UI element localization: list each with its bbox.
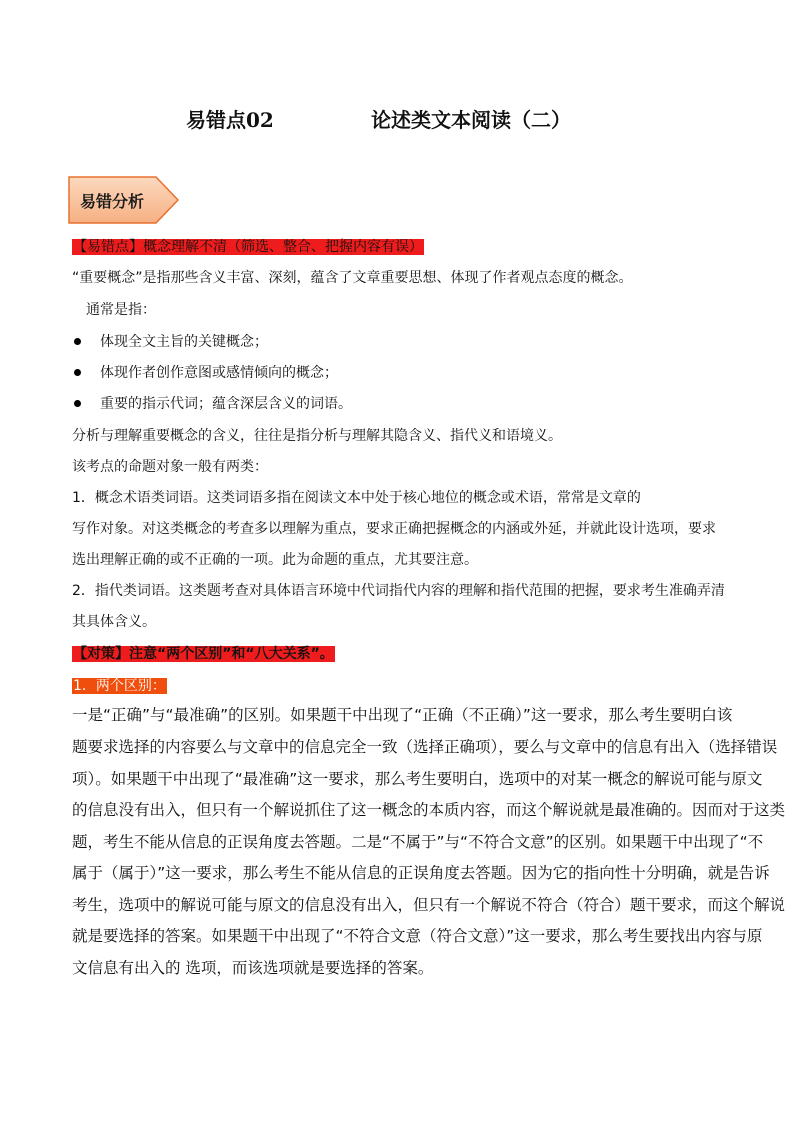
error-point-line <box>72 237 424 257</box>
body-line: 属于（属于）”这一要求，那么考生不能从信息的正误角度去答题。因为它的指向性十分明确，就是告诉 <box>72 864 770 882</box>
title-part2: 论述类文本阅读（二） <box>371 108 571 132</box>
body-line: 就是要选择的答案。如果题干中出现了“不符合文意（符合文意）”这一要求，那么考生要找出内容与原 <box>72 927 763 945</box>
intro-line-2: 通常是指： <box>86 302 156 318</box>
paragraph: 该考点的命题对象一般有两类： <box>72 459 268 475</box>
bullet-item: 体现作者创作意图或感情倾向的概念； <box>100 365 338 381</box>
subheading-highlight: 1．两个区别： <box>73 678 166 694</box>
strategy-highlight: 【对策】注意“两个区别”和“八大关系”。 <box>73 646 334 662</box>
bullet-dot <box>74 369 81 376</box>
bullet-dot <box>74 400 81 407</box>
body-line: 项）。如果题干中出现了“最准确”这一要求，那么考生要明白，选项中的对某一概念的解说可能与原文 <box>72 770 763 788</box>
item1-line: 选出理解正确的或不正确的一项。此为命题的重点，尤其要注意。 <box>72 552 478 568</box>
bullet-item: 体现全文主旨的关键概念； <box>100 334 268 350</box>
intro-line-1: “重要概念”是指那些含义丰富、深刻，蕴含了文章重要思想、体现了作者观点态度的概念。 <box>72 270 633 286</box>
section-tag-label: 易错分析 <box>80 192 145 211</box>
subheading-line <box>72 676 167 696</box>
item1-line: 写作对象。对这类概念的考查多以理解为重点，要求正确把握概念的内涵或外延，并就此设计选项，要求 <box>72 521 716 537</box>
bullet-dot <box>74 338 81 345</box>
item1-line: 1．概念术语类词语。这类词语多指在阅读文本中处于核心地位的概念或术语，常常是文章的 <box>72 490 641 506</box>
body-line: 题要求选择的内容要么与文章中的信息完全一致（选择正确项），要么与文章中的信息有出入（选择错误 <box>72 738 778 756</box>
bullet-item: 重要的指示代词；蕴含深层含义的词语。 <box>100 396 352 412</box>
paragraph: 分析与理解重要概念的含义，往往是指分析与理解其隐含义、指代义和语境义。 <box>72 428 562 444</box>
body-line: 文信息有出入的 选项，而该选项就是要选择的答案。 <box>72 959 434 977</box>
body-line: 题，考生不能从信息的正误角度去答题。二是“不属于”与“不符合文意”的区别。如果题干中出现了“不 <box>72 833 764 851</box>
item2-line: 2．指代类词语。这类题考查对具体语言环境中代词指代内容的理解和指代范围的把握，要求考生准确弄清 <box>72 583 725 599</box>
section-tag <box>68 176 180 224</box>
strategy-line <box>72 644 335 664</box>
title-part1: 易错点02 <box>186 108 274 132</box>
body-line: 一是“正确”与“最准确”的区别。如果题干中出现了“正确（不正确）”这一要求，那么考生要明白该 <box>72 706 733 724</box>
error-point-highlight: 【易错点】概念理解不清（筛选、整合、把握内容有误） <box>73 239 423 255</box>
page-title <box>0 104 794 134</box>
item2-line: 其具体含义。 <box>72 614 156 630</box>
body-line: 的信息没有出入，但只有一个解说抓住了这一概念的本质内容，而这个解说就是最准确的。因而对于这类 <box>72 801 786 819</box>
body-line: 考生，选项中的解说可能与原文的信息没有出入，但只有一个解说不符合（符合）题干要求，而这个解说 <box>72 896 786 914</box>
